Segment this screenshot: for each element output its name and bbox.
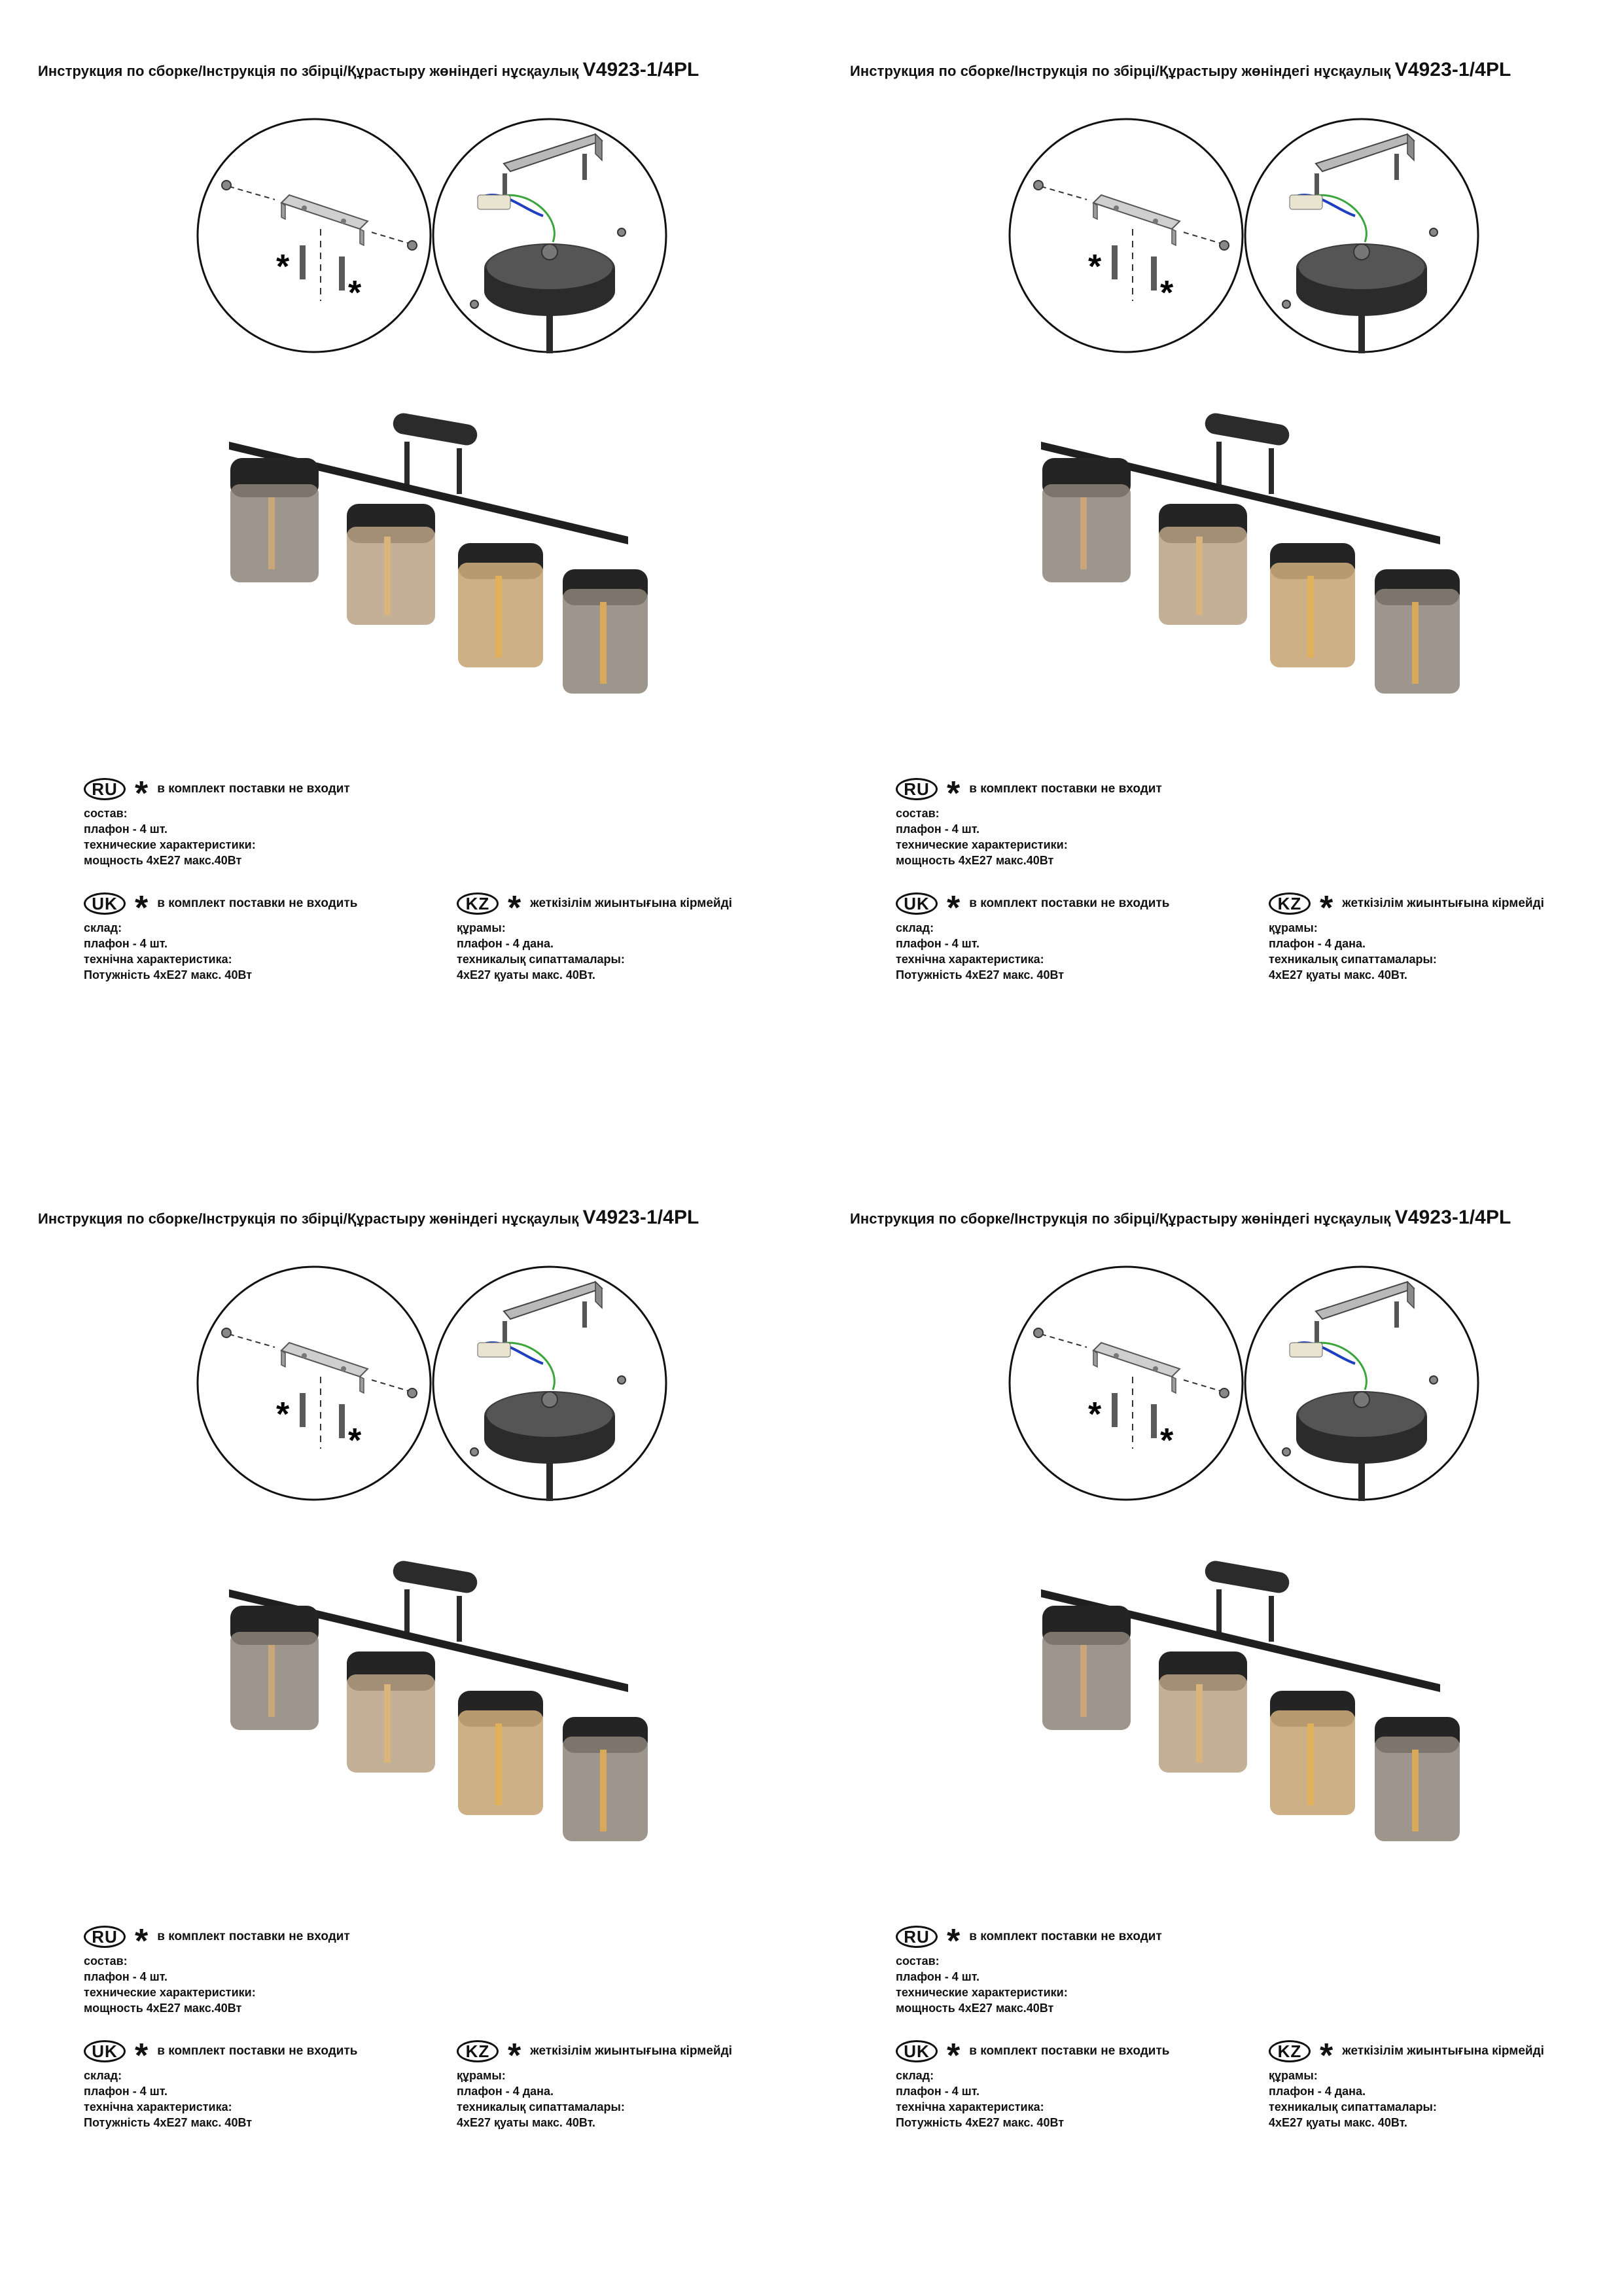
assembly-diagram — [196, 1265, 667, 1527]
assembly-diagram — [1008, 1265, 1479, 1527]
model-number: V4923-1/4PL — [1394, 59, 1511, 80]
canopy-wiring-illustration — [433, 1267, 666, 1501]
canopy-wiring-illustration — [1245, 119, 1478, 353]
shade — [347, 504, 435, 625]
ru-language-badge: RU — [896, 778, 938, 800]
kz-line: техникалық сипаттамалары: — [457, 953, 625, 966]
product-illustration — [1008, 406, 1492, 700]
kz-not-included-note: жеткізілім жиынтығына кірмейді — [1342, 896, 1544, 910]
ru-line: технические характеристики: — [896, 1986, 1068, 1999]
not-included-star: * — [135, 889, 149, 927]
mounting-bracket-illustration — [198, 1267, 431, 1500]
kz-line: плафон - 4 дана. — [1269, 937, 1366, 950]
uk-line: плафон - 4 шт. — [84, 2085, 168, 2098]
uk-line: технічна характеристика: — [896, 2100, 1044, 2113]
assembly-diagram — [196, 118, 667, 380]
ru-line: мощность 4хЕ27 макс.40Вт — [84, 854, 242, 867]
uk-language-badge: UK — [896, 892, 938, 915]
instruction-title — [850, 1207, 1511, 1229]
kz-line: 4хЕ27 қуаты макс. 40Вт. — [457, 968, 595, 981]
ru-not-included-note: в комплект поставки не входит — [157, 1930, 350, 1943]
kz-line: құрамы: — [1269, 2069, 1318, 2082]
uk-line: плафон - 4 шт. — [896, 937, 980, 950]
uk-line: Потужність 4хЕ27 макс. 40Вт — [84, 2116, 253, 2129]
uk-line: Потужність 4хЕ27 макс. 40Вт — [896, 968, 1065, 981]
uk-info-block — [896, 2038, 1169, 2130]
not-included-star: * — [135, 775, 149, 813]
shade — [1270, 1691, 1355, 1815]
kz-info-block — [1269, 2038, 1544, 2130]
title-text: Инструкция по сборке/Інструкція по збірці/Құрастыру жөніндегі нұсқаулық — [38, 1210, 579, 1227]
uk-line: склад: — [84, 921, 122, 934]
shade — [563, 569, 648, 694]
not-included-star: * — [1320, 889, 1333, 927]
ru-not-included-note: в комплект поставки не входит — [157, 782, 350, 796]
model-number: V4923-1/4PL — [582, 59, 699, 80]
uk-line: технічна характеристика: — [84, 953, 232, 966]
shade — [1375, 569, 1460, 694]
title-text: Инструкция по сборке/Інструкція по збірці/Құрастыру жөніндегі нұсқаулық — [850, 63, 1391, 79]
not-included-star: * — [508, 889, 521, 927]
shade — [230, 458, 319, 582]
kz-line: плафон - 4 дана. — [457, 2085, 554, 2098]
shade — [458, 543, 543, 667]
uk-not-included-note: в комплект поставки не входить — [969, 896, 1170, 910]
uk-info-block — [84, 2038, 357, 2130]
product-illustration — [196, 406, 680, 700]
product-illustration — [196, 1553, 680, 1848]
ru-line: мощность 4хЕ27 макс.40Вт — [896, 854, 1054, 867]
not-included-star-mark: * — [348, 1422, 362, 1460]
ru-line: технические характеристики: — [84, 1986, 256, 1999]
not-included-star-mark: * — [1160, 1422, 1174, 1460]
uk-line: технічна характеристика: — [896, 953, 1044, 966]
ru-info-block — [896, 1923, 1162, 2016]
ceiling-lamp — [229, 1559, 648, 1841]
kz-line: плафон - 4 дана. — [1269, 2085, 1366, 2098]
not-included-star-mark: * — [276, 1396, 290, 1434]
shade — [1375, 1717, 1460, 1841]
assembly-diagram — [1008, 118, 1479, 380]
ru-not-included-note: в комплект поставки не входит — [969, 1930, 1162, 1943]
not-included-star: * — [947, 1922, 961, 1960]
uk-info-block — [896, 890, 1169, 983]
kz-line: 4хЕ27 қуаты макс. 40Вт. — [457, 2116, 595, 2129]
not-included-star: * — [947, 775, 961, 813]
not-included-star-mark: * — [276, 248, 290, 286]
kz-line: 4хЕ27 қуаты макс. 40Вт. — [1269, 2116, 1407, 2129]
shade — [1270, 543, 1355, 667]
kz-language-badge: KZ — [457, 892, 499, 915]
uk-line: технічна характеристика: — [84, 2100, 232, 2113]
uk-info-block — [84, 890, 357, 983]
ceiling-lamp — [1041, 1559, 1460, 1841]
shade — [230, 1606, 319, 1730]
sheet-bottom-left — [0, 1148, 812, 2295]
instruction-title — [38, 1207, 699, 1229]
kz-language-badge: KZ — [457, 2040, 499, 2062]
product-illustration — [1008, 1553, 1492, 1848]
shade — [1159, 504, 1247, 625]
kz-line: техникалық сипаттамалары: — [1269, 2100, 1437, 2113]
ru-info-block — [896, 775, 1162, 868]
ru-line: плафон - 4 шт. — [84, 822, 168, 836]
ru-line: плафон - 4 шт. — [896, 822, 980, 836]
kz-info-block — [457, 2038, 732, 2130]
ru-language-badge: RU — [84, 1926, 126, 1948]
mounting-bracket-illustration — [1010, 1267, 1243, 1500]
ru-line: состав: — [84, 1954, 128, 1968]
kz-not-included-note: жеткізілім жиынтығына кірмейді — [530, 896, 732, 910]
ceiling-lamp — [1041, 412, 1460, 694]
kz-line: плафон - 4 дана. — [457, 937, 554, 950]
uk-line: склад: — [84, 2069, 122, 2082]
ru-not-included-note: в комплект поставки не входит — [969, 782, 1162, 796]
ru-line: состав: — [896, 1954, 940, 1968]
not-included-star-mark: * — [348, 274, 362, 312]
not-included-star: * — [947, 2037, 961, 2075]
uk-line: плафон - 4 шт. — [896, 2085, 980, 2098]
shade — [1042, 458, 1131, 582]
ceiling-lamp — [229, 412, 648, 694]
kz-line: құрамы: — [457, 921, 506, 934]
ru-line: плафон - 4 шт. — [84, 1970, 168, 1983]
shade — [1042, 1606, 1131, 1730]
ru-line: состав: — [896, 807, 940, 820]
uk-not-included-note: в комплект поставки не входить — [157, 896, 358, 910]
kz-line: құрамы: — [457, 2069, 506, 2082]
kz-line: 4хЕ27 қуаты макс. 40Вт. — [1269, 968, 1407, 981]
uk-language-badge: UK — [84, 892, 126, 915]
uk-language-badge: UK — [896, 2040, 938, 2062]
kz-info-block — [1269, 890, 1544, 983]
ru-info-block — [84, 775, 350, 868]
ru-language-badge: RU — [896, 1926, 938, 1948]
ru-line: плафон - 4 шт. — [896, 1970, 980, 1983]
sheet-top-right — [812, 0, 1624, 1148]
uk-line: склад: — [896, 921, 934, 934]
uk-line: Потужність 4хЕ27 макс. 40Вт — [84, 968, 253, 981]
mounting-bracket-illustration — [198, 119, 431, 352]
kz-line: құрамы: — [1269, 921, 1318, 934]
kz-info-block — [457, 890, 732, 983]
ru-line: мощность 4хЕ27 макс.40Вт — [896, 2002, 1054, 2015]
ru-line: технические характеристики: — [896, 838, 1068, 851]
not-included-star: * — [135, 1922, 149, 1960]
not-included-star-mark: * — [1160, 274, 1174, 312]
not-included-star: * — [947, 889, 961, 927]
ru-line: технические характеристики: — [84, 838, 256, 851]
ru-language-badge: RU — [84, 778, 126, 800]
mounting-bracket-illustration — [1010, 119, 1243, 352]
uk-language-badge: UK — [84, 2040, 126, 2062]
sheet-bottom-right — [812, 1148, 1624, 2295]
ru-line: состав: — [84, 807, 128, 820]
ru-line: мощность 4хЕ27 макс.40Вт — [84, 2002, 242, 2015]
instruction-title — [850, 59, 1511, 81]
shade — [563, 1717, 648, 1841]
model-number: V4923-1/4PL — [582, 1207, 699, 1228]
not-included-star: * — [135, 2037, 149, 2075]
canopy-wiring-illustration — [1245, 1267, 1478, 1501]
uk-line: склад: — [896, 2069, 934, 2082]
shade — [458, 1691, 543, 1815]
uk-not-included-note: в комплект поставки не входить — [157, 2044, 358, 2058]
kz-line: техникалық сипаттамалары: — [1269, 953, 1437, 966]
title-text: Инструкция по сборке/Інструкція по збірці/Құрастыру жөніндегі нұсқаулық — [38, 63, 579, 79]
uk-line: Потужність 4хЕ27 макс. 40Вт — [896, 2116, 1065, 2129]
kz-not-included-note: жеткізілім жиынтығына кірмейді — [530, 2044, 732, 2058]
kz-language-badge: KZ — [1269, 892, 1311, 915]
kz-line: техникалық сипаттамалары: — [457, 2100, 625, 2113]
ru-info-block — [84, 1923, 350, 2016]
model-number: V4923-1/4PL — [1394, 1207, 1511, 1228]
title-text: Инструкция по сборке/Інструкція по збірці/Құрастыру жөніндегі нұсқаулық — [850, 1210, 1391, 1227]
kz-not-included-note: жеткізілім жиынтығына кірмейді — [1342, 2044, 1544, 2058]
canopy-wiring-illustration — [433, 119, 666, 353]
not-included-star: * — [508, 2037, 521, 2075]
shade — [347, 1651, 435, 1773]
kz-language-badge: KZ — [1269, 2040, 1311, 2062]
not-included-star-mark: * — [1088, 1396, 1102, 1434]
instruction-title — [38, 59, 699, 81]
sheet-top-left — [0, 0, 812, 1148]
shade — [1159, 1651, 1247, 1773]
uk-line: плафон - 4 шт. — [84, 937, 168, 950]
uk-not-included-note: в комплект поставки не входить — [969, 2044, 1170, 2058]
not-included-star: * — [1320, 2037, 1333, 2075]
not-included-star-mark: * — [1088, 248, 1102, 286]
